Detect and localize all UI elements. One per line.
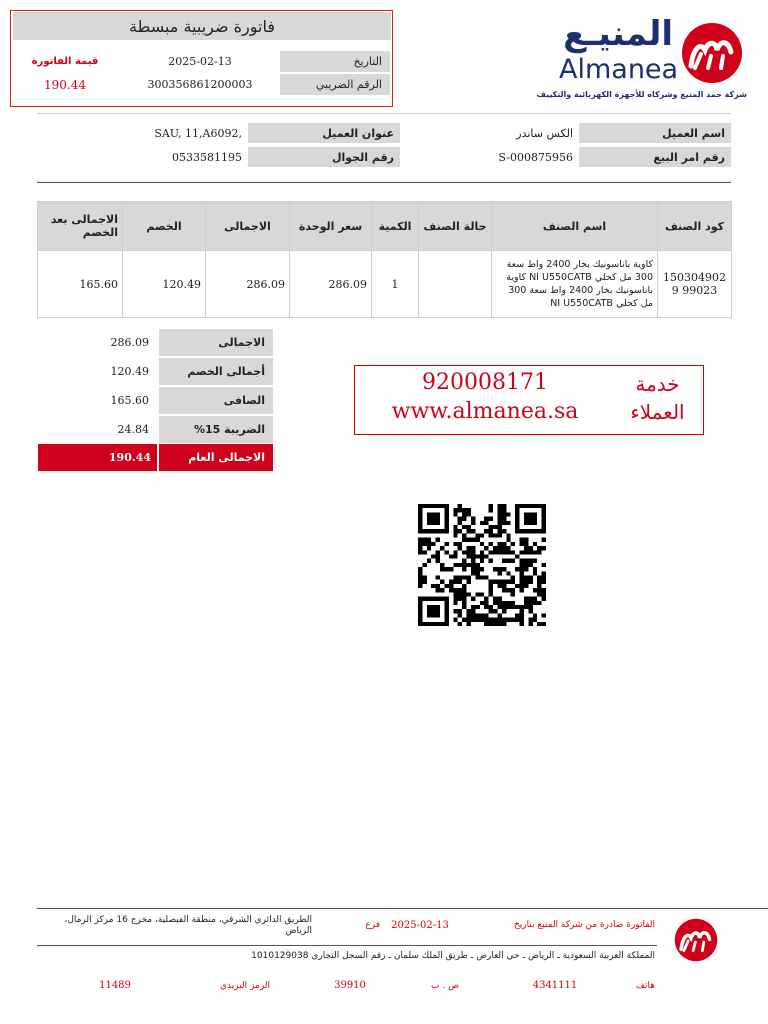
summary-total-row: [38, 329, 273, 356]
summary-net-value: 165.60: [110, 394, 149, 407]
header-divider: [37, 113, 731, 114]
customer-divider: [37, 182, 731, 183]
date-label: التاريخ: [280, 51, 390, 72]
qr-code: [418, 504, 546, 626]
col-net-header: الاجمالى بعد الخصم: [38, 202, 123, 251]
summary-grand-total-label: الاجمالى العام: [159, 444, 273, 471]
customer-service-phone: 920008171: [422, 370, 548, 395]
customer-service-label-line2: العملاء: [630, 400, 685, 424]
summary-discount-value: 120.49: [110, 365, 149, 378]
almanea-logo: [536, 12, 755, 102]
customer-name: الكس ساندر: [516, 126, 573, 140]
row-qty: 1: [372, 251, 419, 318]
invoice-date: 2025-02-13: [168, 55, 232, 68]
invoice-value-label: قيمة الفاتورة: [31, 56, 99, 67]
row-item-code: 1503049029 99023: [658, 251, 732, 318]
summary-net-label: الصافى: [159, 387, 273, 414]
col-total-header: الاجمالى: [206, 202, 290, 251]
footer-postal-label: الرمز البريدي: [219, 981, 271, 991]
footer-issued-text: الفاتورة صادرة من شركة المنيع بتاريخ: [513, 920, 655, 930]
row-unit-price: 286.09: [290, 251, 372, 318]
customer-mobile: 0533581195: [172, 150, 242, 164]
sales-order-number: S-000875956: [498, 150, 573, 164]
customer-name-label: اسم العميل: [579, 123, 731, 143]
footer-branch-label: فرع: [365, 920, 380, 930]
footer-emblem-icon: [674, 918, 718, 962]
footer-phone-label: هاتف: [635, 981, 655, 991]
invoice-title: فاتورة ضريبية مبسطة: [13, 12, 391, 40]
summary-tax-value: 24.84: [117, 423, 149, 436]
col-item-name-header: اسم الصنف: [492, 202, 658, 251]
footer-middle-divider: [37, 945, 657, 946]
mobile-label: رقم الجوال: [248, 147, 400, 167]
customer-address-label: عنوان العميل: [248, 123, 400, 143]
sales-order-label: رقم امر البيع: [579, 147, 731, 167]
footer-pobox-value: 39910: [334, 980, 366, 991]
row-total: 286.09: [206, 251, 290, 318]
footer-branch-address: الطريق الدائري الشرقي، منطقة الفيصلية، مخرج 16 مركز الرمال، الرياض: [64, 915, 312, 936]
row-status: [419, 251, 492, 318]
row-item-name: كاوية باناسونيك بخار 2400 واط سعة 300 مل كحلي NI U550CATB كاوية باناسونيك بخار 2400 واط سعة 300 مل كحلي NI U550CATB: [492, 251, 658, 318]
almanea-emblem-icon: [681, 22, 743, 84]
summary-discount-row: [38, 358, 273, 385]
summary-total-value: 286.09: [110, 336, 149, 349]
items-table: [37, 201, 732, 318]
summary-grand-total-value: 190.44: [38, 444, 157, 471]
table-row: [38, 251, 732, 318]
customer-service-label-line1: خدمة: [635, 372, 680, 396]
row-net: 165.60: [38, 251, 123, 318]
col-discount-header: الخصم: [123, 202, 206, 251]
footer-top-divider: [37, 908, 768, 909]
col-item-code-header: كود الصنف: [658, 202, 732, 251]
footer-phone-value: 4341111: [532, 980, 578, 991]
summary-total-label: الاجمالى: [159, 329, 273, 356]
col-status-header: حالة الصنف: [419, 202, 492, 251]
brand-latin-name: Almanea: [559, 54, 679, 85]
summary-net-row: [38, 387, 273, 414]
brand-tagline: شركة حمد المنيع وشركاه للأجهزة الكهربائية والتكييف: [536, 90, 747, 99]
summary-discount-label: أجمالى الخصم: [159, 358, 273, 385]
summary-tax-label: الضريبة 15%: [159, 416, 273, 443]
vat-number-label: الرقم الضريبي: [280, 74, 390, 95]
items-header-row: [38, 202, 732, 251]
col-unit-price-header: سعر الوحدة: [290, 202, 372, 251]
col-qty-header: الكمية: [372, 202, 419, 251]
footer-issued-date: 2025-02-13: [391, 920, 449, 931]
summary-grand-total-row: [38, 444, 273, 471]
company-website: www.almanea.sa: [391, 399, 579, 424]
invoice-value: 190.44: [44, 77, 86, 92]
row-discount: 120.49: [123, 251, 206, 318]
vat-number: 300356861200003: [147, 78, 253, 91]
brand-arabic-name: المنيـع: [563, 14, 673, 54]
customer-address: SAU, 11,A6092,: [154, 126, 242, 140]
summary-tax-row: [38, 416, 273, 443]
footer-postal-value: 11489: [99, 980, 131, 991]
footer-company-address: المملكة العربية السعودية ـ الرياض ـ حي العارض ـ طريق الملك سلمان ـ رقم السجل التجاري 1010129038: [251, 951, 655, 961]
footer-pobox-label: ص . ب: [431, 981, 459, 991]
